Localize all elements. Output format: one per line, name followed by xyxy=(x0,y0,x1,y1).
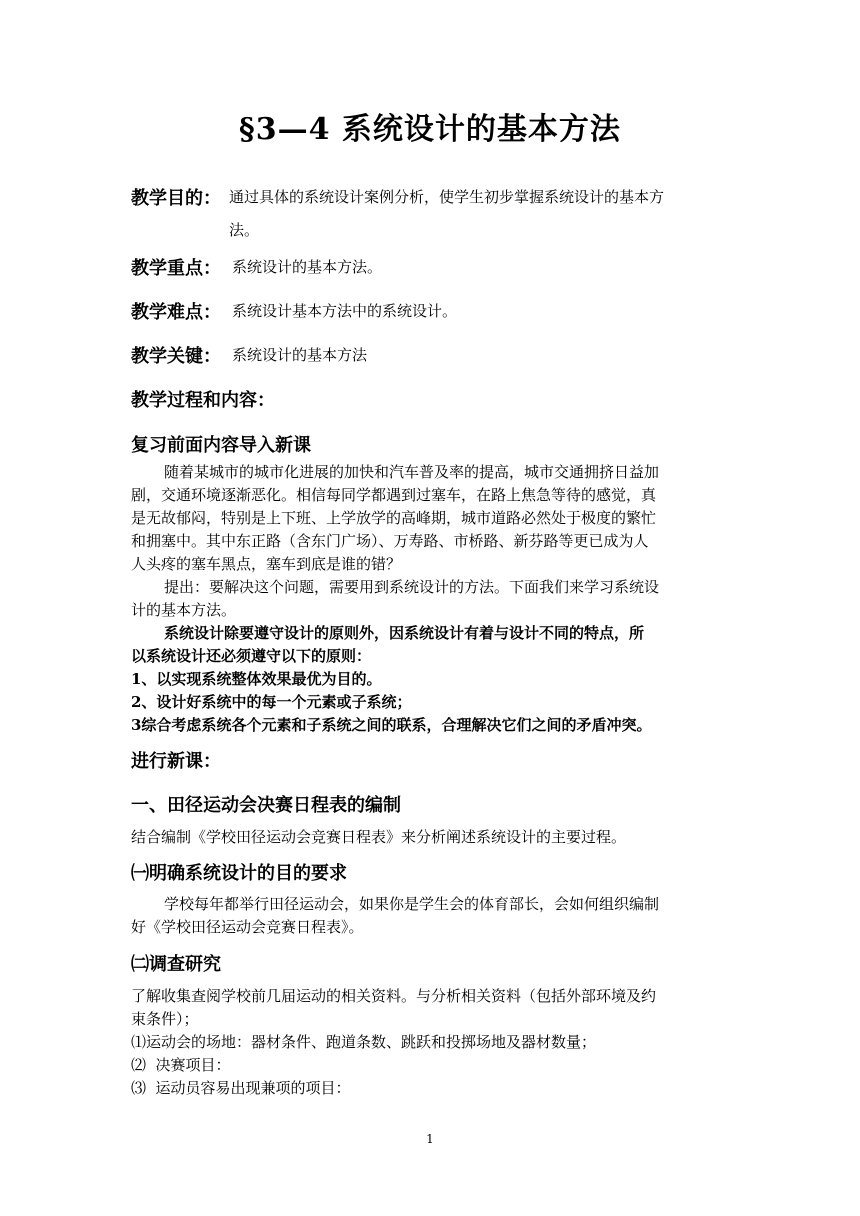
sub2-list-item: ⑴运动会的场地：器材条件、跑道条数、跳跃和投掷场地及器材数量； xyxy=(131,1033,597,1051)
intro-line: 计的基本方法。 xyxy=(131,601,237,619)
principles-block xyxy=(131,622,731,737)
sub1-line: 好《学校田径运动会竞赛日程表》。 xyxy=(131,918,364,936)
sub2-line: 束条件）； xyxy=(131,1010,199,1028)
objective-text-line2: 法。 xyxy=(229,221,260,239)
sub1-heading: ㈠明确系统设计的目的要求 xyxy=(131,863,347,884)
new-lesson-heading: 进行新课： xyxy=(131,751,221,772)
principle-item-2: 2、设计好系统中的每一个元素或子系统； xyxy=(131,693,412,711)
principles-line: 系统设计除要遵守设计的原则外，因系统设计有着与设计不同的特点，所 xyxy=(164,624,645,642)
sub2-list-item: ⑶ 运动员容易出现兼项的项目： xyxy=(131,1079,351,1097)
sub2-heading: ㈡调查研究 xyxy=(131,954,221,975)
principle-item-1: 1、以实现系统整体效果最优为目的。 xyxy=(131,670,382,688)
section1-text: 结合编制《学校田径运动会竞赛日程表》来分析阐述系统设计的主要过程。 xyxy=(131,828,627,846)
review-heading: 复习前面内容导入新课 xyxy=(131,435,311,456)
principle-item-3: 3综合考虑系统各个元素和子系统之间的联系，合理解决它们之间的矛盾冲突。 xyxy=(131,716,652,734)
key-point-label: 教学重点： xyxy=(131,258,221,279)
critical-text: 系统设计的基本方法 xyxy=(232,346,368,364)
objective-label: 教学目的： xyxy=(131,188,221,209)
difficulty-text: 系统设计基本方法中的系统设计。 xyxy=(232,302,458,320)
intro-line: 是无故郁闷，特别是上下班、上学放学的高峰期，城市道路必然处于极度的繁忙 xyxy=(131,509,657,527)
sub2-list-item: ⑵ 决赛项目： xyxy=(131,1056,231,1074)
intro-paragraph xyxy=(131,461,731,622)
intro-line: 提出：要解决这个问题，需要用到系统设计的方法。下面我们来学习系统设 xyxy=(164,578,660,596)
sub1-paragraph xyxy=(131,893,731,939)
key-point-text: 系统设计的基本方法。 xyxy=(232,258,383,276)
page-title: §3—4 系统设计的基本方法 xyxy=(239,112,621,147)
process-heading: 教学过程和内容： xyxy=(131,390,275,411)
page-number: 1 xyxy=(426,1132,434,1146)
section1-heading: 一、田径运动会决赛日程表的编制 xyxy=(131,795,401,816)
intro-line: 和拥塞中。其中东正路（含东门广场）、万寿路、市桥路、新芬路等更已成为人 xyxy=(131,532,649,550)
principles-line: 以系统设计还必须遵守以下的原则： xyxy=(131,647,372,665)
critical-label: 教学关键： xyxy=(131,346,221,367)
difficulty-label: 教学难点： xyxy=(131,302,221,323)
intro-line: 人头疼的塞车黑点，塞车到底是谁的错？ xyxy=(131,555,402,573)
sub2-paragraph xyxy=(131,985,731,1100)
sub2-line: 了解收集查阅学校前几届运动的相关资料。与分析相关资料（包括外部环境及约 xyxy=(131,987,657,1005)
sub1-line: 学校每年都举行田径运动会，如果你是学生会的体育部长，会如何组织编制 xyxy=(164,895,660,913)
intro-line: 随着某城市的城市化进展的加快和汽车普及率的提高，城市交通拥挤日益加 xyxy=(164,463,660,481)
intro-line: 剧，交通环境逐渐恶化。相信每同学都遇到过塞车，在路上焦急等待的感觉，真 xyxy=(131,486,657,504)
objective-text-line1: 通过具体的系统设计案例分析，使学生初步掌握系统设计的基本方 xyxy=(229,188,665,206)
